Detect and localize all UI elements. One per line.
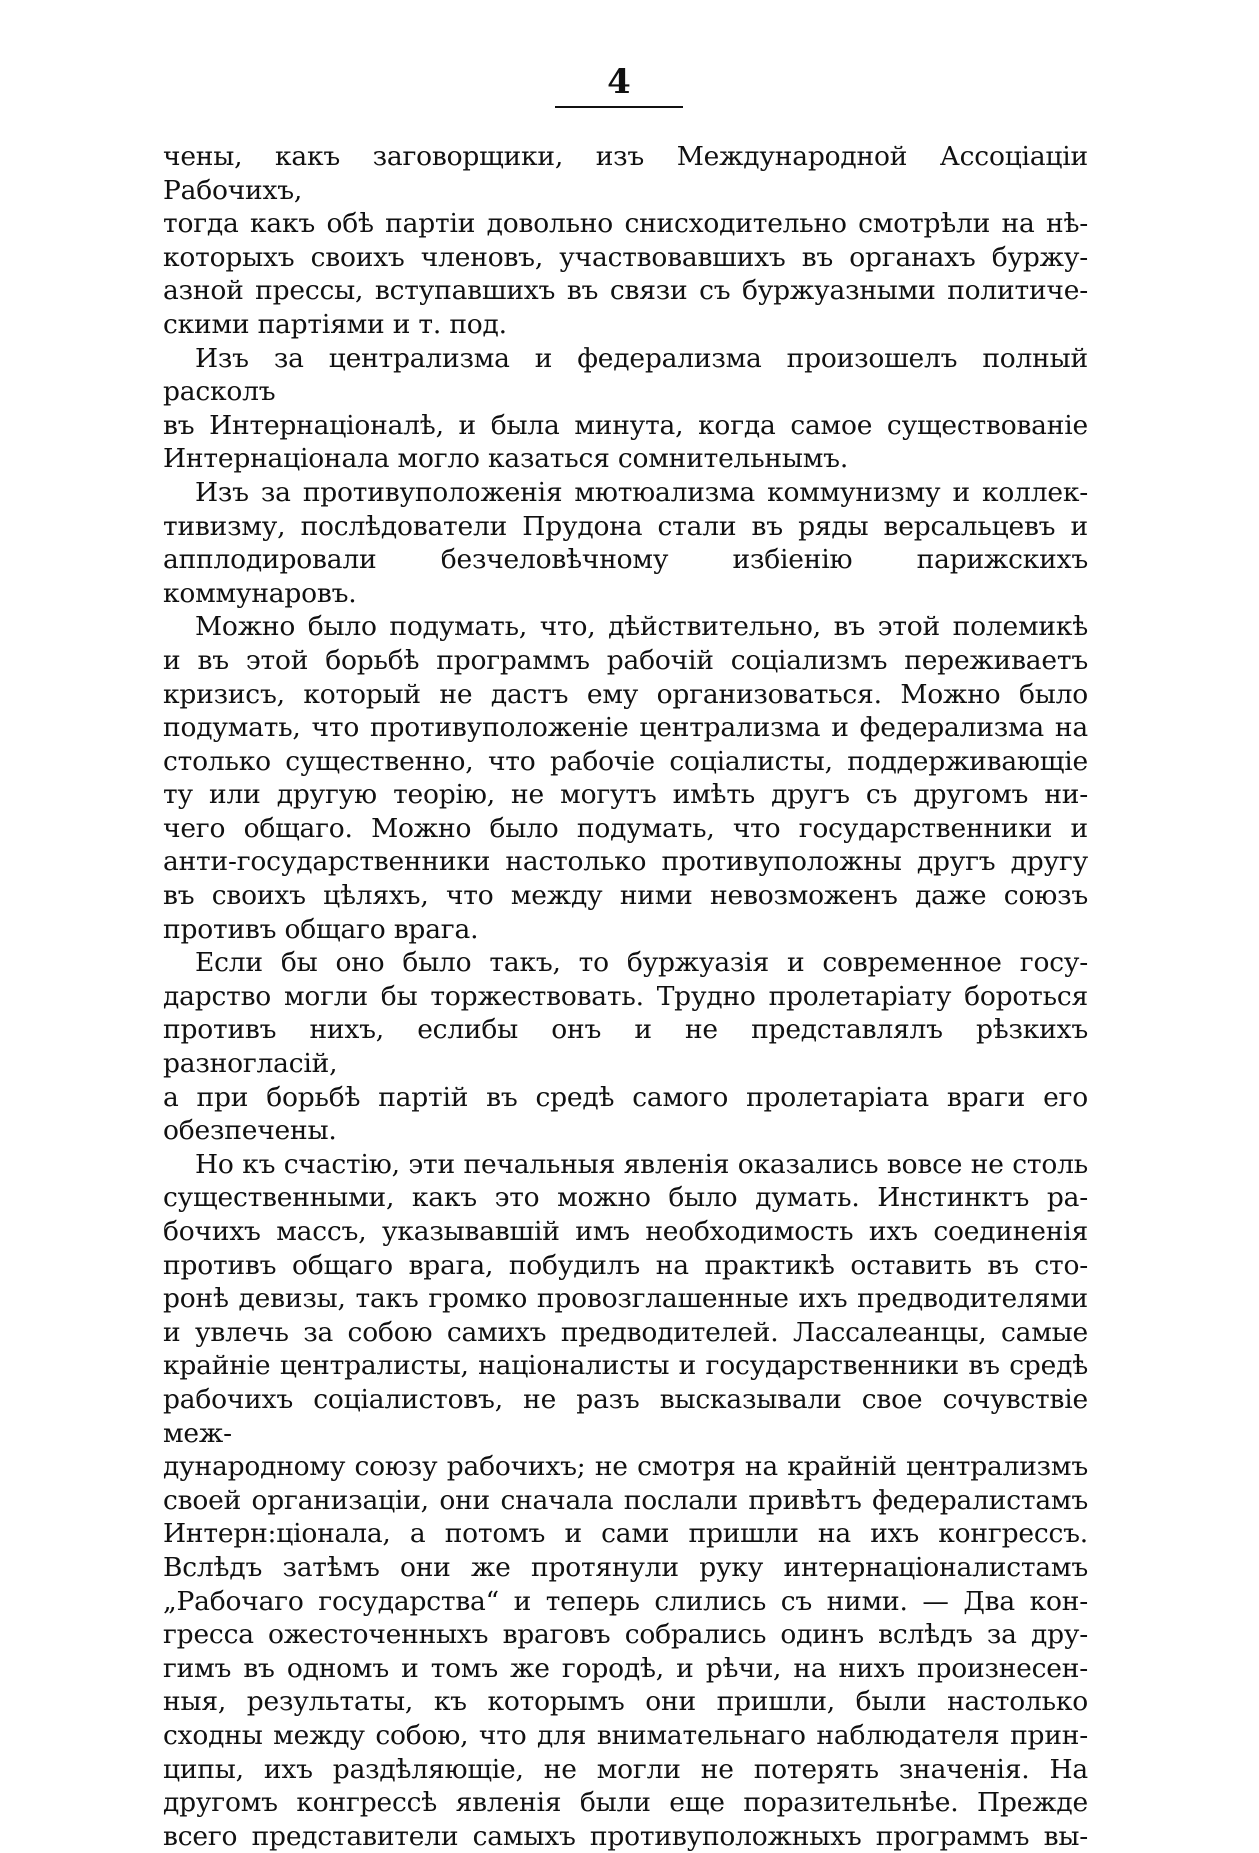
text-line: и въ этой борьбѣ программъ рабочій соціализмъ переживаетъ (163, 644, 1088, 676)
text-line: противъ нихъ, еслибы онъ и не представлялъ рѣзкихъ разногласій, (163, 1014, 1088, 1080)
text-line: противъ общаго врага. (163, 913, 479, 945)
text-line: чены, какъ заговорщики, изъ Международной Ассоціаціи Рабочихъ, (163, 141, 1088, 206)
text-line: сходны между собою, что для внимательнаго наблюдателя прин- (163, 1719, 1088, 1751)
text-line: крайніе централисты, націоналисты и государственники въ средѣ (163, 1350, 1088, 1382)
text-line: тогда какъ обѣ партіи довольно снисходительно смотрѣли на нѣ- (163, 208, 1088, 240)
page-number-rule (555, 106, 683, 108)
text-line: а при борьбѣ партій въ средѣ самого пролетаріата враги его (163, 1081, 1088, 1113)
text-line: ципы, ихъ раздѣляющіе, не могли не потерять значенія. На (163, 1753, 1088, 1785)
text-line: ныя, результаты, къ которымъ они пришли, были настолько (163, 1686, 1088, 1718)
text-line: существенными, какъ это можно было думать. Инстинктъ ра- (163, 1182, 1088, 1214)
text-line: бочихъ массъ, указывавшій имъ необходимость ихъ соединенія (163, 1216, 1088, 1247)
text-line: дународному союзу рабочихъ; не смотря на крайній централизмъ (163, 1451, 1088, 1483)
text-line: всего представители самыхъ противуположныхъ программъ вы- (163, 1820, 1088, 1852)
text-line: въ своихъ цѣляхъ, что между ними невозможенъ даже союзъ (163, 880, 1088, 912)
text-line: апплодировали безчеловѣчному избіенію парижскихъ коммунаровъ. (163, 544, 1088, 609)
text-line: Можно было подумать, что, дѣйствительно, въ этой полемикѣ (195, 611, 1088, 643)
paragraph-1 (163, 140, 1088, 342)
text-line: Интерн:ціонала, а потомъ и сами пришли на ихъ конгрессъ. (163, 1518, 1088, 1550)
page-number: 4 (607, 62, 631, 102)
text-line: въ Интернаціоналѣ, и была минута, когда самое существованіе (163, 409, 1088, 441)
text-line: Вслѣдъ затѣмъ они же протянули руку интернаціоналистамъ (163, 1551, 1088, 1583)
text-line: Интернаціонала могло казаться сомнительнымъ. (163, 443, 849, 475)
text-line: анти-государственники настолько противуположны другъ другу (163, 846, 1088, 878)
text-line: чего общаго. Можно было подумать, что государственники и (163, 812, 1088, 844)
text-line: Изъ за централизма и федерализма произошелъ полный расколъ (163, 342, 1088, 408)
text-line: „Рабочаго государства“ и теперь слились съ ними. — Два кон- (163, 1585, 1088, 1617)
text-line: кризисъ, который не дастъ ему организоваться. Можно было (163, 678, 1088, 710)
text-line: обезпечены. (163, 1115, 337, 1147)
text-line: рабочихъ соціалистовъ, не разъ высказывали свое сочувствіе меж- (163, 1383, 1088, 1449)
paragraph-4 (163, 610, 1088, 946)
text-line: противъ общаго врага, побудилъ на практикѣ оставить въ сто- (163, 1249, 1088, 1281)
paragraph-2 (163, 342, 1088, 476)
paragraph-3 (163, 476, 1088, 610)
text-line: Изъ за противуположенія мютюализма коммунизму и коллек- (195, 476, 1088, 508)
text-line: подумать, что противуположеніе централизма и федерализма на (163, 712, 1088, 744)
text-line: ронѣ девизы, такъ громко провозглашенные ихъ предводителями (163, 1283, 1088, 1315)
body-text (163, 140, 1088, 1853)
paragraph-5 (163, 946, 1088, 1148)
text-line: дарство могли бы торжествовать. Трудно пролетаріату бороться (163, 980, 1088, 1012)
text-line: тивизму, послѣдователи Прудона стали въ ряды версальцевъ и (163, 510, 1088, 542)
text-line: гресса ожесточенныхъ враговъ собрались одинъ вслѣдъ за дру- (163, 1619, 1088, 1651)
text-line: и увлечь за собою самихъ предводителей. Лассалеанцы, самые (163, 1316, 1088, 1348)
text-line: другомъ конгрессѣ явленія были еще поразительнѣе. Прежде (163, 1787, 1088, 1819)
paragraph-6 (163, 1148, 1088, 1853)
text-line: ту или другую теорію, не могутъ имѣть другъ съ другомъ ни- (163, 779, 1088, 811)
text-line: Но къ счастію, эти печальныя явленія оказались вовсе не столь (195, 1148, 1088, 1180)
text-line: своей организаціи, они сначала послали привѣтъ федералистамъ (163, 1484, 1088, 1516)
text-line: столько существенно, что рабочіе соціалисты, поддерживающіе (163, 745, 1088, 777)
text-line: Если бы оно было такъ, то буржуазія и современное госу- (195, 947, 1088, 979)
text-line: которыхъ своихъ членовъ, участвовавшихъ въ органахъ буржу- (163, 241, 1088, 273)
text-line: скими партіями и т. под. (163, 308, 507, 340)
text-line: азной прессы, вступавшихъ въ связи съ буржуазными политиче- (163, 275, 1088, 307)
text-line: гимъ въ одномъ и томъ же городѣ, и рѣчи, на нихъ произнесен- (163, 1652, 1088, 1684)
